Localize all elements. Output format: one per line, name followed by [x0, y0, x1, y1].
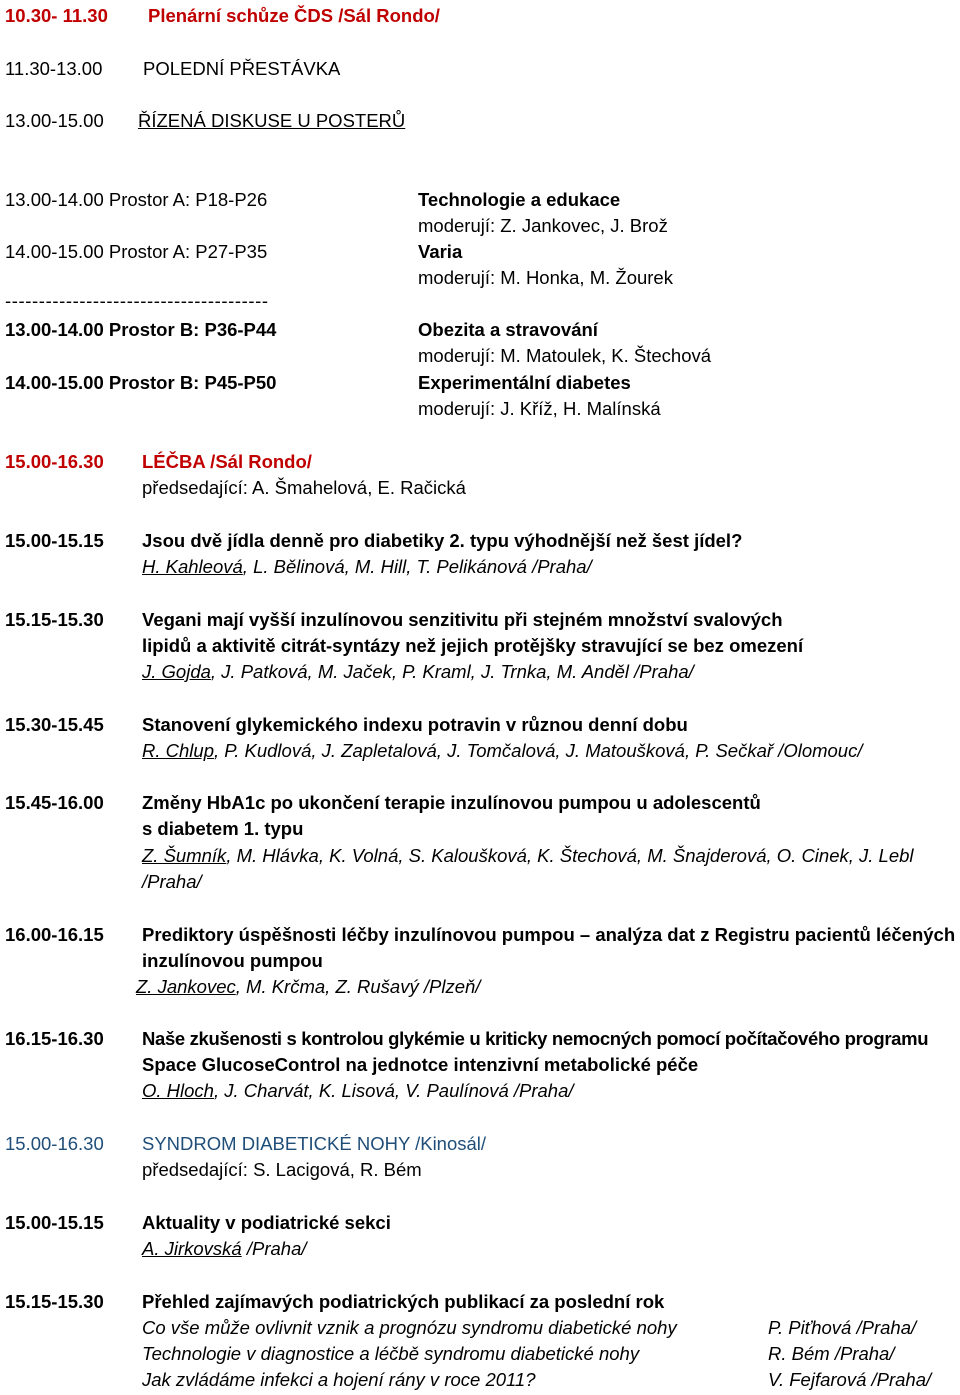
poster-session-3-moderators: moderují: M. Matoulek, K. Štechová: [418, 345, 712, 366]
nohy-talk-2-title: Přehled zajímavých podiatrických publikací za poslední rok: [142, 1291, 665, 1312]
nohy-talk-2-item-3-author: V. Fejfarová /Praha/: [768, 1369, 932, 1390]
nohy-talk-1-presenter: A. Jirkovská: [142, 1238, 242, 1259]
talk-4-authors: [142, 847, 914, 866]
posters-time: 13.00-15.00: [5, 110, 104, 131]
talk-1-authors: [142, 558, 592, 577]
talk-4-title-line-1: Změny HbA1c po ukončení terapie inzulínovou pumpou u adolescentů: [142, 792, 761, 813]
talk-2-title-line-1: Vegani mají vyšší inzulínovou senzitivitu při stejném množství svalových: [142, 609, 783, 630]
talk-3-title: Stanovení glykemického indexu potravin v různou denní dobu: [142, 714, 688, 735]
poster-session-4-room: 14.00-15.00 Prostor B: P45-P50: [5, 372, 277, 393]
nohy-talk-1-time: 15.00-15.15: [5, 1212, 104, 1233]
talk-5-title-line-2: inzulínovou pumpou: [142, 950, 323, 971]
poster-session-1-moderators: moderují: Z. Jankovec, J. Brož: [418, 215, 668, 236]
talk-4-authors-line-2: /Praha/: [142, 871, 202, 892]
nohy-talk-2-item-3: Jak zvládáme infekci a hojení rány v roce 2011?: [142, 1369, 536, 1390]
talk-3-time: 15.30-15.45: [5, 714, 104, 735]
nohy-talk-2-item-1: Co vše může ovlivnit vznik a prognózu syndromu diabetické nohy: [142, 1317, 677, 1338]
talk-5-time: 16.00-16.15: [5, 924, 104, 945]
talk-4-title-line-2: s diabetem 1. typu: [142, 818, 304, 839]
talk-2-presenter: J. Gojda: [142, 661, 211, 682]
talk-2-title-line-2: lipidů a aktivitě citrát-syntázy než jejich protějšky stravující se bez omezení: [142, 635, 804, 656]
talk-2-authors: [142, 663, 694, 682]
nohy-talk-1-title: Aktuality v podiatrické sekci: [142, 1212, 391, 1233]
talk-4-time: 15.45-16.00: [5, 792, 104, 813]
nohy-session-title: SYNDROM DIABETICKÉ NOHY /Kinosál/: [142, 1133, 487, 1154]
poster-session-1-room: 13.00-14.00 Prostor A: P18-P26: [5, 189, 268, 210]
lunch-row: [5, 58, 341, 79]
talk-5-authors: [136, 978, 480, 997]
separator-line: ---------------------------------------: [5, 290, 269, 311]
nohy-talk-1-coauthors: /Praha/: [241, 1238, 307, 1259]
talk-2-time: 15.15-15.30: [5, 609, 104, 630]
talk-5-title-line-1: Prediktory úspěšnosti léčby inzulínovou pumpou – analýza dat z Registru pacientů léčených: [142, 924, 956, 945]
poster-session-3-topic: Obezita a stravování: [418, 319, 598, 340]
talk-1-presenter: H. Kahleová: [142, 556, 243, 577]
lecba-session-title: LÉČBA /Sál Rondo/: [142, 451, 312, 472]
talk-1-coauthors: , L. Bělinová, M. Hill, T. Pelikánová /Praha/: [242, 556, 592, 577]
talk-4-presenter: Z. Šumník: [142, 845, 227, 866]
talk-2-coauthors: , J. Patková, M. Jaček, P. Kraml, J. Trnka, M. Anděl /Praha/: [210, 661, 694, 682]
poster-session-4-moderators: moderují: J. Kříž, H. Malínská: [418, 398, 661, 419]
plenary-title: Plenární schůze ČDS /Sál Rondo/: [148, 5, 440, 26]
posters-title: ŘÍZENÁ DISKUSE U POSTERŮ: [138, 110, 406, 131]
talk-6-authors: [142, 1082, 574, 1101]
talk-3-coauthors: , P. Kudlová, J. Zapletalová, J. Tomčalová, J. Matoušková, P. Sečkař /Olomouc/: [213, 740, 863, 761]
nohy-talk-1-authors: [142, 1240, 307, 1259]
talk-1-title: Jsou dvě jídla denně pro diabetiky 2. typu výhodnější než šest jídel?: [142, 530, 743, 551]
nohy-talk-2-item-2-author: R. Bém /Praha/: [768, 1343, 895, 1364]
poster-session-2-topic: Varia: [418, 241, 463, 262]
nohy-session-time: 15.00-16.30: [5, 1133, 104, 1154]
plenary-row: [5, 5, 440, 26]
talk-5-coauthors: , M. Krčma, Z. Rušavý /Plzeň/: [235, 976, 481, 997]
poster-session-3-room: 13.00-14.00 Prostor B: P36-P44: [5, 319, 277, 340]
talk-6-title-line-1: Naše zkušenosti s kontrolou glykémie u kriticky nemocných pomocí počítačového programu: [142, 1028, 929, 1049]
talk-5-presenter: Z. Jankovec: [136, 976, 236, 997]
lunch-time: 11.30-13.00: [5, 58, 103, 79]
poster-session-4-topic: Experimentální diabetes: [418, 372, 631, 393]
plenary-time: 10.30- 11.30: [5, 5, 108, 26]
talk-3-presenter: R. Chlup: [142, 740, 214, 761]
poster-session-2-room: 14.00-15.00 Prostor A: P27-P35: [5, 241, 268, 262]
lunch-title: POLEDNÍ PŘESTÁVKA: [143, 58, 341, 79]
poster-session-1-topic: Technologie a edukace: [418, 189, 621, 210]
talk-6-presenter: O. Hloch: [142, 1080, 214, 1101]
poster-session-2-moderators: moderují: M. Honka, M. Žourek: [418, 267, 673, 288]
talk-6-time: 16.15-16.30: [5, 1028, 104, 1049]
nohy-talk-2-item-1-author: P. Piťhová /Praha/: [768, 1317, 917, 1338]
nohy-session-chairs: předsedající: S. Lacigová, R. Bém: [142, 1159, 422, 1180]
talk-1-time: 15.00-15.15: [5, 530, 104, 551]
talk-6-coauthors: , J. Charvát, K. Lisová, V. Paulínová /Praha/: [213, 1080, 574, 1101]
lecba-session-chairs: předsedající: A. Šmahelová, E. Račická: [142, 477, 466, 498]
talk-4-coauthors: , M. Hlávka, K. Volná, S. Kaloušková, K. Štechová, M. Šnajderová, O. Cinek, J. Lebl: [226, 845, 914, 866]
nohy-talk-2-item-2: Technologie v diagnostice a léčbě syndromu diabetické nohy: [142, 1343, 640, 1364]
nohy-talk-2-time: 15.15-15.30: [5, 1291, 104, 1312]
posters-row: [5, 110, 406, 131]
lecba-session-time: 15.00-16.30: [5, 451, 104, 472]
talk-6-title-line-2: Space GlucoseControl na jednotce intenzivní metabolické péče: [142, 1054, 699, 1075]
talk-3-authors: [142, 742, 863, 761]
